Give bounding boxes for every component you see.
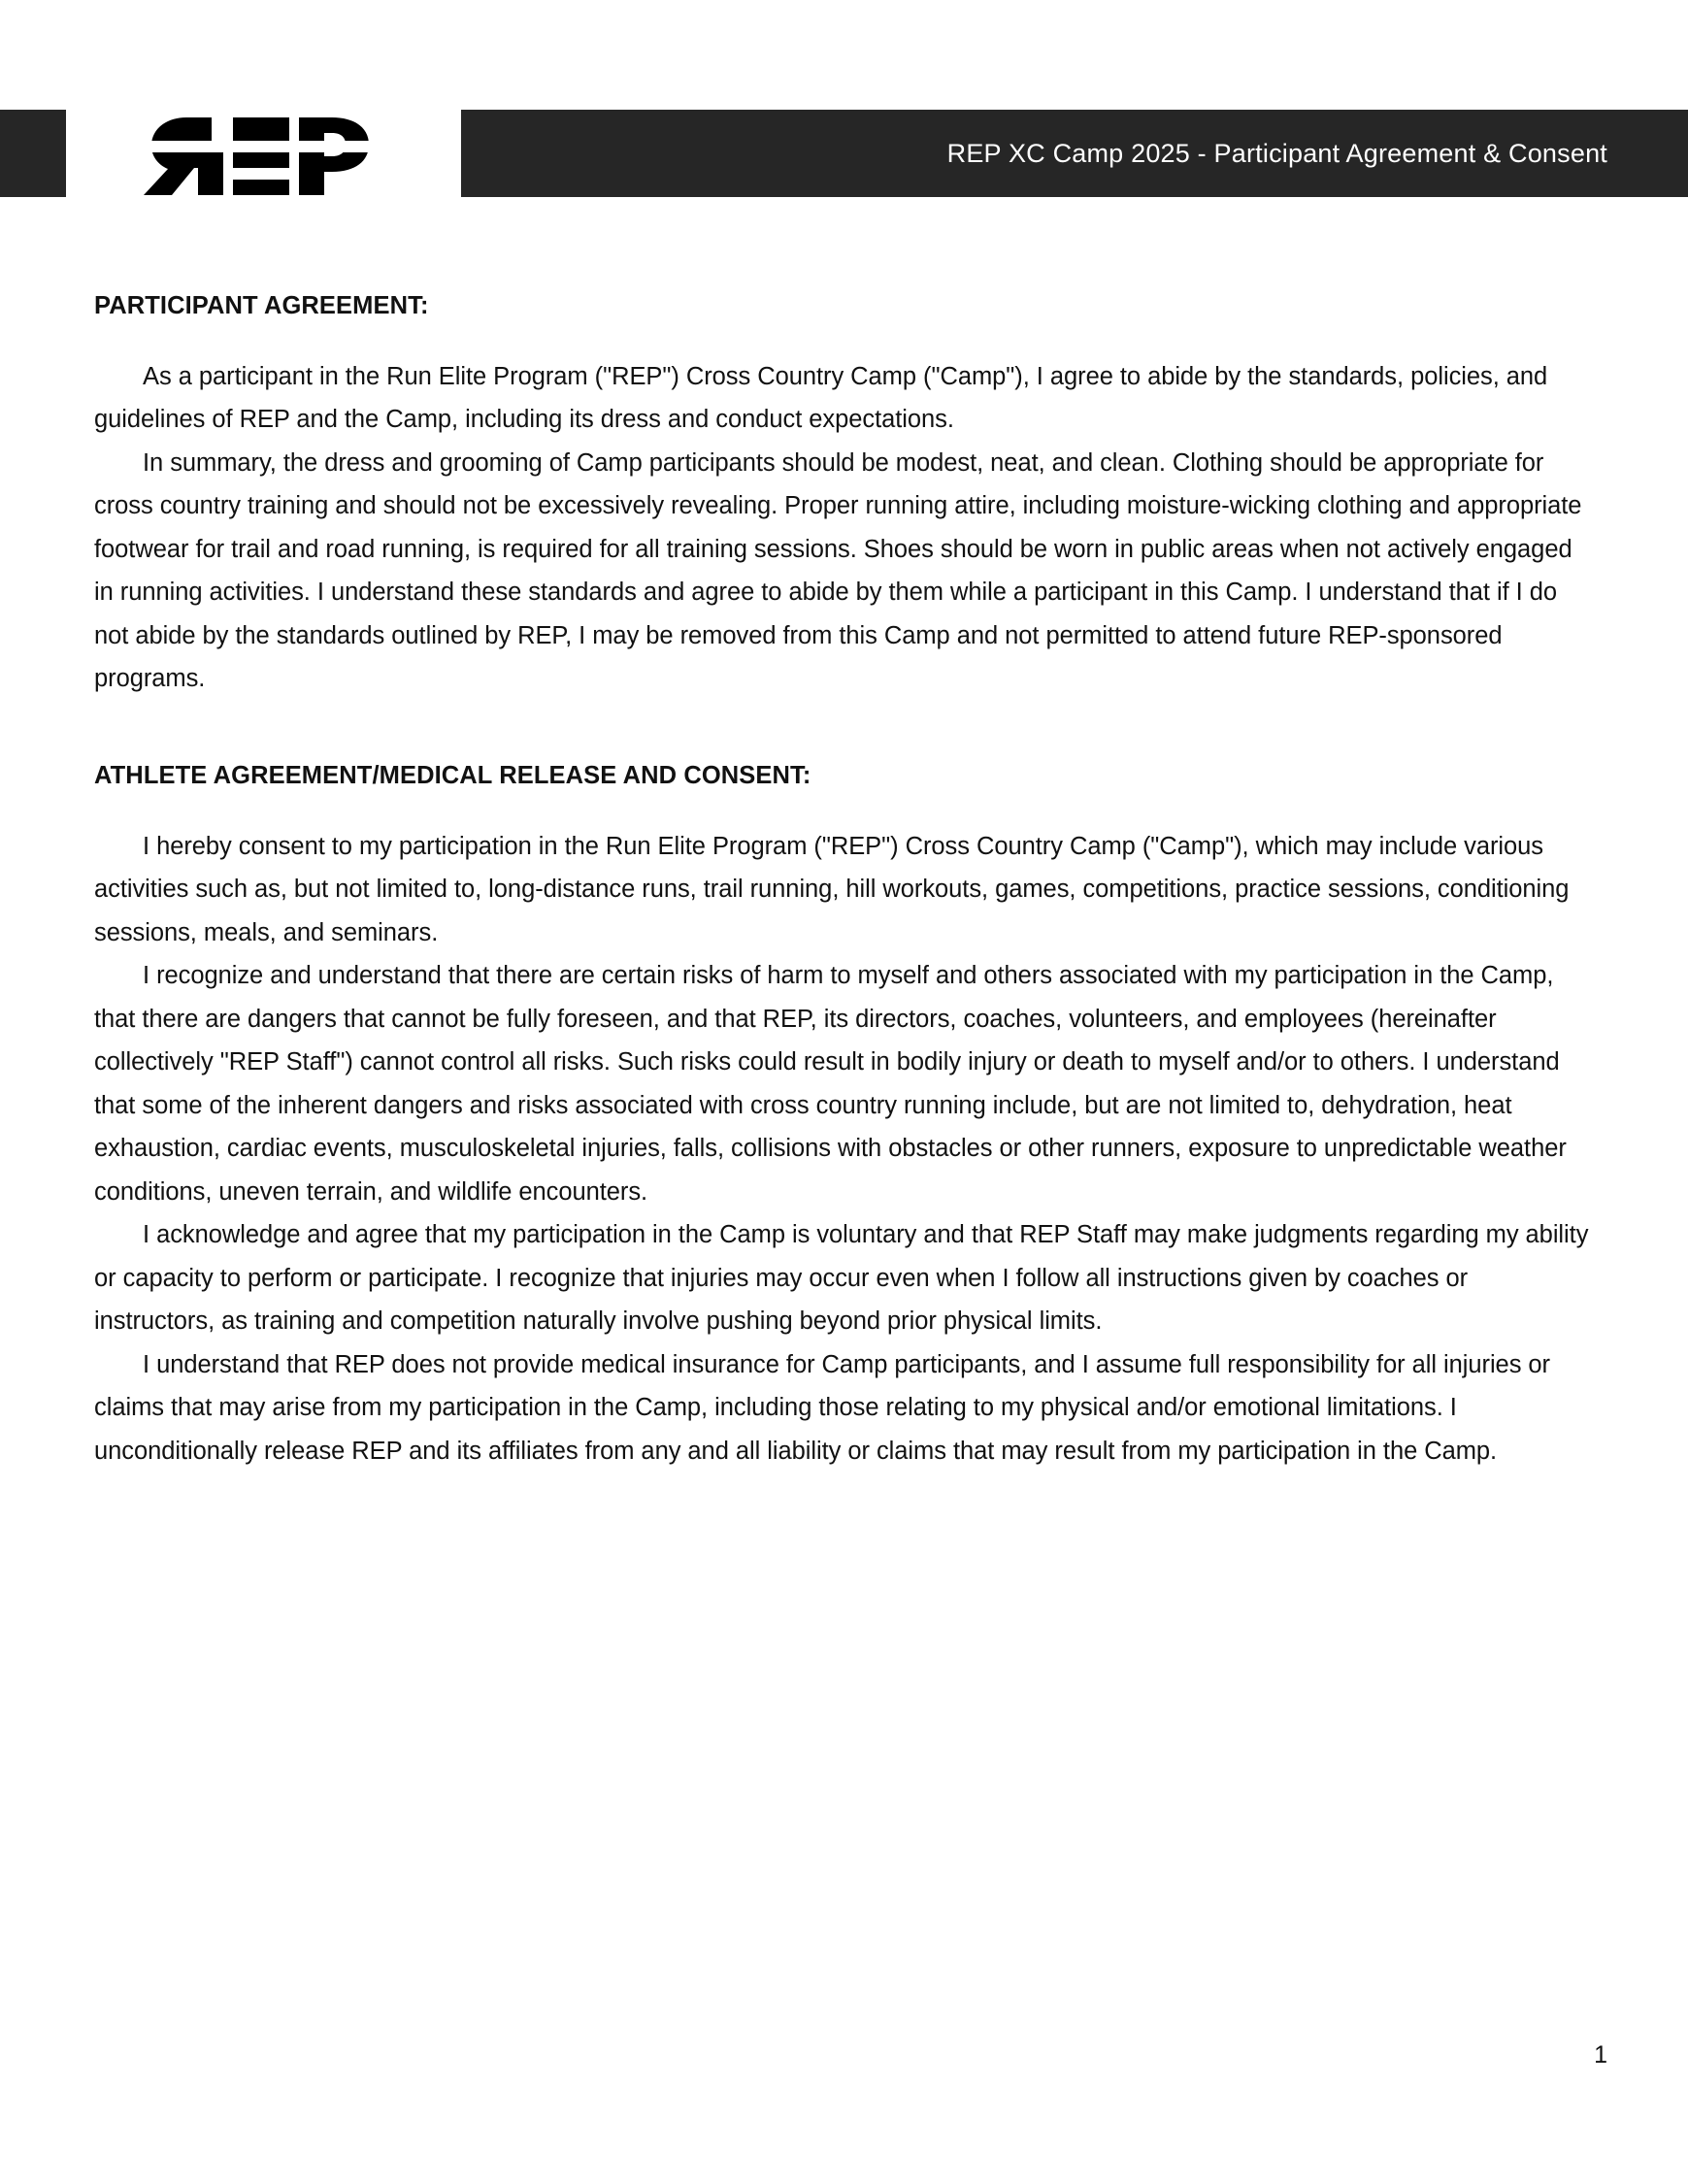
section-participant-agreement [94,291,1594,701]
document-body [94,291,1594,1473]
paragraph: I recognize and understand that there are certain risks of harm to myself and others associated with my participation in the Camp, that there are dangers that cannot be fully foreseen, and that REP, its directors, coaches, volunteers, and employees (hereinafter collectively "REP Staff") cannot control all risks. Such risks could result in bodily injury or death to myself and/or to others. I understand that some of the inherent dangers and risks associated with cross country running include, but are not limited to, dehydration, heat exhaustion, cardiac events, musculoskeletal injuries, falls, collisions with obstacles or other runners, exposure to unpredictable weather conditions, uneven terrain, and wildlife encounters. [94,962,1567,1206]
section-athlete-agreement [94,761,1594,1473]
paragraph: In summary, the dress and grooming of Camp participants should be modest, neat, and clean. Clothing should be appropriate for cross country training and should not be excessively revealing. Proper running attire, including moisture-wicking clothing and appropriate footwear for trail and road running, is required for all training sessions. Shoes should be worn in public areas when not actively engaged in running activities. I understand these standards and agree to abide by them while a participant in this Camp. I understand that if I do not abide by the standards outlined by REP, I may be removed from this Camp and not permitted to attend future REP-sponsored programs. [94,448,1582,693]
header-title: REP XC Camp 2025 - Participant Agreement & Consent [946,139,1607,168]
page-header [0,110,1688,197]
page-number: 1 [1594,2041,1607,2068]
paragraph: As a participant in the Run Elite Program ("REP") Cross Country Camp ("Camp"), I agree to abide by the standards, policies, and guidelines of REP and the Camp, including its dress and conduct expectations. [94,362,1548,434]
section-heading: ATHLETE AGREEMENT/MEDICAL RELEASE AND CONSENT: [94,761,811,789]
header-left-accent-block [0,110,66,197]
paragraph: I acknowledge and agree that my participation in the Camp is voluntary and that REP Staff may make judgments regarding my ability or capacity to perform or participate. I recognize that injuries may occur even when I follow all instructions given by coaches or instructors, as training and competition naturally involve pushing beyond prior physical limits. [94,1221,1589,1336]
rep-logo [126,117,388,195]
paragraph: I understand that REP does not provide medical insurance for Camp participants, and I assume full responsibility for all injuries or claims that may arise from my participation in the Camp, including those relating to my physical and/or emotional limitations. I unconditionally release REP and its affiliates from any and all liability or claims that may result from my participation in the Camp. [94,1350,1551,1465]
paragraph: I hereby consent to my participation in the Run Elite Program ("REP") Cross Country Camp ("Camp"), which may include various activities such as, but not limited to, long-distance runs, trail running, hill workouts, games, competitions, practice sessions, conditioning sessions, meals, and seminars. [94,832,1570,946]
section-heading: PARTICIPANT AGREEMENT: [94,292,429,319]
